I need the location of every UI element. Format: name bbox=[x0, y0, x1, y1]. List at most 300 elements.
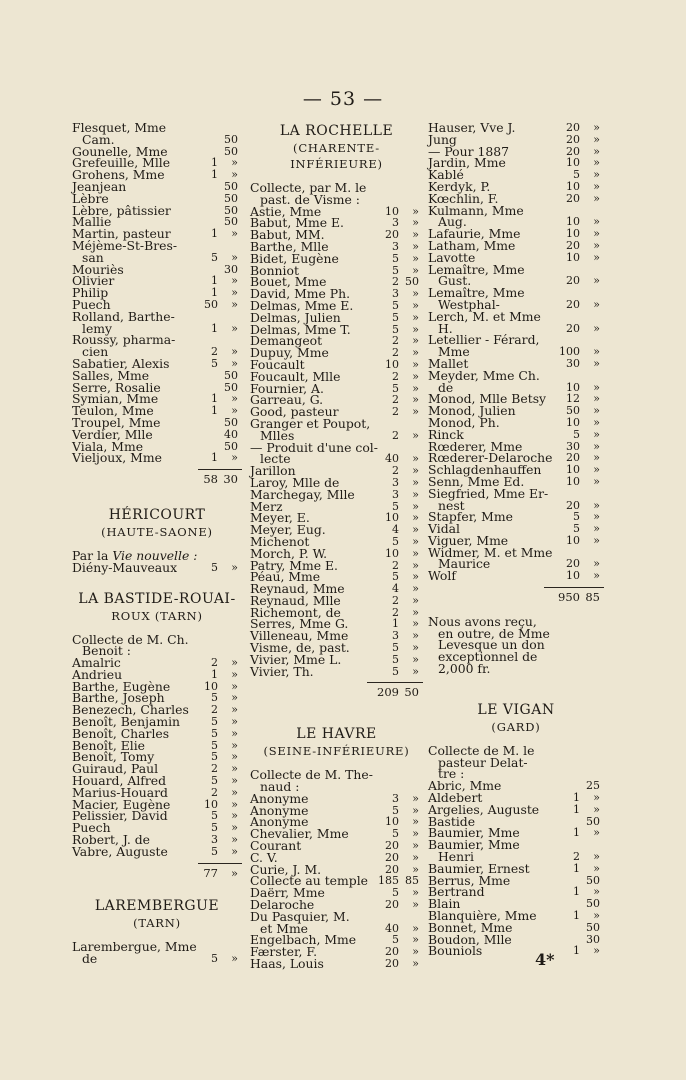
entry-name: Lèbre bbox=[72, 190, 109, 206]
entry-centimes: 40 bbox=[224, 427, 238, 441]
entry-centimes: » bbox=[412, 251, 419, 265]
entry-centimes: » bbox=[231, 785, 238, 799]
entry-centimes: » bbox=[231, 821, 238, 835]
entry-centimes: » bbox=[593, 557, 600, 571]
entry-name: Good, pasteur bbox=[250, 404, 339, 420]
entry-centimes: » bbox=[231, 168, 238, 182]
entry-francs: 10 bbox=[566, 463, 580, 477]
entry-centimes: » bbox=[412, 546, 419, 560]
entry-centimes: » bbox=[412, 475, 419, 489]
entry-francs: 5 bbox=[211, 726, 218, 740]
entry-centimes: » bbox=[231, 726, 238, 740]
entry-centimes: » bbox=[412, 803, 419, 817]
entry-francs: 2 bbox=[211, 703, 218, 717]
entry-centimes: » bbox=[412, 839, 419, 853]
entry-francs: 1 bbox=[211, 168, 218, 182]
note-line: Nous avons reçu, bbox=[428, 613, 537, 629]
entry-francs: 12 bbox=[566, 392, 580, 406]
entry-name: Haas, Louis bbox=[250, 956, 324, 972]
entry-name: Monod, Mlle Betsy bbox=[428, 391, 547, 407]
entry-francs: 1 bbox=[573, 826, 580, 840]
entry-name: Patry, Mme E. bbox=[250, 557, 338, 573]
total-centimes: » bbox=[230, 865, 238, 880]
entry-centimes: » bbox=[231, 321, 238, 335]
entry-list bbox=[72, 122, 242, 464]
entry-centimes: » bbox=[412, 263, 419, 277]
entry-centimes: 50 bbox=[224, 203, 238, 217]
entry-francs: 5 bbox=[392, 933, 399, 947]
entry-name: lemy bbox=[82, 320, 113, 336]
entry-francs: 20 bbox=[566, 321, 580, 335]
entry-name: Abric, Mme bbox=[428, 778, 502, 794]
list-entry bbox=[250, 663, 423, 679]
entry-name: Rœderer, Mme bbox=[428, 438, 523, 454]
entry-name: Lavotte bbox=[428, 249, 476, 265]
entry-centimes: » bbox=[593, 121, 600, 134]
entry-name: tre : bbox=[438, 766, 465, 782]
entry-name: Serres, Mme G. bbox=[250, 616, 349, 632]
entry-francs: 1 bbox=[573, 944, 580, 958]
section-title-hericourt: HÉRICOURT bbox=[108, 506, 206, 523]
section-subtitle-vigan: (GARD) bbox=[491, 719, 541, 734]
entry-name: Kablé bbox=[428, 167, 464, 183]
entry-francs: 1 bbox=[573, 802, 580, 816]
entry-name: Blanquière, Mme bbox=[428, 908, 537, 924]
entry-name: de bbox=[82, 951, 98, 967]
entry-francs: 10 bbox=[385, 357, 399, 371]
entry-name: Westphal- bbox=[438, 296, 500, 312]
entry-francs: 4 bbox=[392, 523, 399, 537]
entry-name: Foucault, Mlle bbox=[250, 368, 341, 384]
entry-centimes: 50 bbox=[224, 179, 238, 193]
entry-name: Meyer, Eug. bbox=[250, 522, 326, 538]
entry-francs: 10 bbox=[385, 204, 399, 218]
total-francs: 950 bbox=[558, 590, 580, 605]
entry-francs: 1 bbox=[211, 156, 218, 170]
entry-name: Mouriès bbox=[72, 261, 124, 277]
entry-centimes: » bbox=[593, 250, 600, 264]
entry-centimes: » bbox=[231, 250, 238, 264]
entry-list bbox=[72, 559, 242, 575]
entry-centimes: » bbox=[231, 297, 238, 311]
entry-francs: 20 bbox=[566, 132, 580, 146]
entry-francs: 5 bbox=[392, 641, 399, 655]
entry-francs: 5 bbox=[211, 809, 218, 823]
entry-francs: 10 bbox=[566, 250, 580, 264]
entry-centimes: » bbox=[593, 191, 600, 205]
entry-centimes: » bbox=[231, 833, 238, 847]
entry-centimes: » bbox=[593, 404, 600, 418]
entry-centimes: » bbox=[231, 392, 238, 406]
entry-list bbox=[72, 941, 242, 965]
entry-centimes: 50 bbox=[586, 873, 600, 887]
entry-name: Mme bbox=[438, 344, 470, 360]
entry-name: Henri bbox=[438, 849, 475, 865]
total-rule bbox=[198, 469, 242, 470]
entry-centimes: » bbox=[412, 369, 419, 383]
note-line: exceptionnel de bbox=[438, 649, 538, 665]
section-subtitle-larembergue: (TARN) bbox=[133, 916, 181, 931]
entry-name: Fournier, A. bbox=[250, 380, 324, 396]
entry-name: Verdier, Mlle bbox=[72, 426, 153, 442]
entry-name: Lafaurie, Mme bbox=[428, 226, 521, 242]
entry-name: Collecte, par M. le bbox=[250, 180, 367, 195]
entry-centimes: » bbox=[593, 533, 600, 547]
entry-centimes: » bbox=[593, 439, 600, 453]
entry-centimes: » bbox=[412, 405, 419, 419]
note-prefix: Par la bbox=[72, 547, 113, 563]
entry-francs: 20 bbox=[566, 451, 580, 465]
entry-centimes: » bbox=[412, 629, 419, 643]
total-francs: 77 bbox=[203, 865, 218, 880]
entry-name: Kerdyk, P. bbox=[428, 178, 491, 194]
entry-name: Viala, Mme bbox=[72, 438, 144, 454]
entry-name: Grefeuille, Mlle bbox=[72, 155, 171, 171]
entry-centimes: » bbox=[412, 862, 419, 876]
entry-francs: 5 bbox=[211, 952, 218, 966]
entry-centimes: » bbox=[593, 392, 600, 406]
entry-name: Demangeot bbox=[250, 333, 323, 349]
entry-francs: 5 bbox=[211, 844, 218, 858]
entry-francs: 1 bbox=[211, 392, 218, 406]
entry-name: Barthe, Mlle bbox=[250, 238, 329, 254]
entry-francs: 5 bbox=[211, 774, 218, 788]
entry-centimes: 50 bbox=[224, 191, 238, 205]
entry-centimes: 50 bbox=[586, 897, 600, 911]
entry-centimes: » bbox=[412, 664, 419, 678]
entry-francs: 10 bbox=[385, 511, 399, 525]
entry-centimes: 30 bbox=[586, 932, 600, 946]
entry-centimes: » bbox=[412, 815, 419, 829]
entry-name: et Mme bbox=[260, 920, 309, 936]
entry-name: Courant bbox=[250, 838, 302, 854]
entry-francs: 1 bbox=[211, 321, 218, 335]
entry-francs: 1 bbox=[211, 286, 218, 300]
entry-francs: 1 bbox=[392, 617, 399, 631]
entry-name: Marius-Houard bbox=[72, 784, 168, 800]
entry-name: Mallet bbox=[428, 355, 469, 371]
entry-centimes: » bbox=[231, 738, 238, 752]
entry-francs: 3 bbox=[392, 487, 399, 501]
entry-name: Bastide bbox=[428, 813, 476, 829]
entry-name: Jung bbox=[428, 131, 457, 147]
entry-list bbox=[72, 631, 242, 859]
total-rule bbox=[367, 682, 423, 683]
entry-francs: 5 bbox=[211, 821, 218, 835]
entry-francs: 10 bbox=[385, 546, 399, 560]
entry-name: Kœchlin, F. bbox=[428, 190, 499, 206]
entry-name: Lèbre, pâtissier bbox=[72, 202, 171, 218]
entry-name: H. bbox=[438, 320, 453, 336]
entry-name: — Pour 1887 bbox=[428, 143, 509, 159]
entry-name: Granger et Poupot, bbox=[250, 415, 371, 431]
entry-francs: 10 bbox=[566, 179, 580, 193]
entry-name: Olivier bbox=[72, 273, 115, 289]
entry-centimes: » bbox=[412, 791, 419, 805]
entry-francs: 2 bbox=[392, 275, 399, 289]
entry-centimes: » bbox=[412, 346, 419, 360]
entry-francs: 2 bbox=[392, 464, 399, 478]
entry-name: Reynaud, Mme bbox=[250, 581, 345, 597]
entry-centimes: » bbox=[412, 582, 419, 596]
entry-name: Lerch, M. et Mme bbox=[428, 308, 541, 324]
entry-name: Vivier, Th. bbox=[250, 663, 314, 679]
entry-name: Maurice bbox=[438, 556, 491, 572]
entry-centimes: » bbox=[412, 322, 419, 336]
entry-name: Chevalier, Mme bbox=[250, 826, 349, 842]
entry-name: Méjème-St-Bres- bbox=[72, 237, 178, 253]
entry-francs: 5 bbox=[392, 322, 399, 336]
entry-name: Bonniot bbox=[250, 262, 299, 278]
entry-centimes: » bbox=[231, 227, 238, 241]
entry-name: Merz bbox=[250, 498, 283, 514]
entry-centimes: 50 bbox=[224, 439, 238, 453]
entry-centimes: » bbox=[231, 451, 238, 465]
list-entry bbox=[72, 843, 242, 859]
entry-francs: 10 bbox=[385, 815, 399, 829]
entry-centimes: » bbox=[593, 297, 600, 311]
entry-name: Amalric bbox=[72, 655, 121, 671]
entry-name: Delmas, Mme T. bbox=[250, 321, 351, 337]
entry-centimes: » bbox=[593, 944, 600, 958]
entry-francs: 1 bbox=[211, 451, 218, 465]
total-francs: 58 bbox=[203, 472, 218, 487]
entry-francs: 10 bbox=[566, 569, 580, 583]
entry-centimes: » bbox=[231, 844, 238, 858]
entry-name: Villeneau, Mme bbox=[250, 628, 349, 644]
entry-francs: 3 bbox=[392, 475, 399, 489]
entry-centimes: » bbox=[412, 898, 419, 912]
entry-name: Jeanjean bbox=[72, 178, 127, 194]
entry-name: Diény-Mauveaux bbox=[72, 559, 178, 575]
entry-name: Babut, Mme E. bbox=[250, 215, 344, 231]
entry-francs: 2 bbox=[211, 785, 218, 799]
entry-name: Letellier - Férard, bbox=[428, 332, 540, 348]
note-paragraph bbox=[428, 613, 604, 677]
entry-francs: 5 bbox=[211, 250, 218, 264]
entry-name: Larembergue, Mme bbox=[72, 939, 197, 955]
entry-francs: 30 bbox=[566, 439, 580, 453]
entry-name: Macier, Eugène bbox=[72, 796, 171, 812]
entry-francs: 20 bbox=[385, 862, 399, 876]
entry-name: Rinck bbox=[428, 426, 464, 442]
entry-francs: 5 bbox=[573, 522, 580, 536]
entry-francs: 2 bbox=[392, 393, 399, 407]
entry-francs: 5 bbox=[573, 168, 580, 182]
entry-name: Robert, J. de bbox=[72, 832, 150, 848]
entry-centimes: » bbox=[231, 656, 238, 670]
entry-francs: 10 bbox=[204, 679, 218, 693]
entry-name: Aldebert bbox=[428, 790, 483, 806]
entry-francs: 1 bbox=[573, 909, 580, 923]
entry-name: Garreau, G. bbox=[250, 392, 324, 408]
entry-name: Berrus, Mme bbox=[428, 872, 511, 888]
entry-name: Jardin, Mme bbox=[428, 155, 506, 171]
entry-name: Benoît, Tomy bbox=[72, 749, 155, 765]
entry-name: Benoît, Benjamin bbox=[72, 714, 181, 730]
entry-francs: 2 bbox=[392, 369, 399, 383]
entry-francs: 30 bbox=[566, 356, 580, 370]
entry-centimes: » bbox=[412, 310, 419, 324]
entry-centimes: » bbox=[412, 393, 419, 407]
list-entry bbox=[428, 308, 604, 324]
entry-centimes: » bbox=[231, 356, 238, 370]
entry-name: Teulon, Mme bbox=[72, 403, 154, 419]
entry-centimes: » bbox=[412, 617, 419, 631]
entry-centimes: » bbox=[593, 345, 600, 359]
entry-name: Senn, Mme Ed. bbox=[428, 473, 525, 489]
entry-francs: 10 bbox=[566, 415, 580, 429]
entry-francs: 5 bbox=[211, 560, 218, 574]
total-row bbox=[72, 865, 242, 880]
total-centimes: 50 bbox=[404, 685, 419, 700]
entry-francs: 5 bbox=[573, 510, 580, 524]
entry-francs: 1 bbox=[211, 274, 218, 288]
section-title-rochelle: LA ROCHELLE bbox=[279, 123, 394, 139]
entry-list bbox=[428, 122, 604, 582]
entry-centimes: » bbox=[593, 168, 600, 182]
entry-francs: 2 bbox=[392, 334, 399, 348]
entry-name: Serre, Rosalie bbox=[72, 379, 161, 395]
entry-name: Meyder, Mme Ch. bbox=[428, 367, 540, 383]
entry-name: — Produit d'une col- bbox=[250, 439, 378, 455]
entry-centimes: » bbox=[412, 487, 419, 501]
entry-francs: 5 bbox=[573, 427, 580, 441]
entry-centimes: » bbox=[593, 321, 600, 335]
entry-francs: 5 bbox=[392, 652, 399, 666]
entry-centimes: » bbox=[593, 909, 600, 923]
entry-francs: 10 bbox=[204, 797, 218, 811]
section-subtitle-havre: (SEINE-INFÉRIEURE) bbox=[263, 744, 410, 759]
entry-centimes: » bbox=[593, 802, 600, 816]
list-entry bbox=[72, 953, 242, 965]
entry-centimes: 50 bbox=[224, 215, 238, 229]
total-francs: 209 bbox=[377, 685, 399, 700]
entry-francs: 5 bbox=[211, 691, 218, 705]
entry-name: Laroy, Mlle de bbox=[250, 474, 340, 490]
entry-name: Aug. bbox=[438, 214, 467, 230]
entry-name: Rœderer-Delaroche bbox=[428, 450, 553, 466]
entry-name: Siegfried, Mme Er- bbox=[428, 485, 549, 501]
entry-name: Philip bbox=[72, 285, 109, 301]
entry-name: Collecte au temple bbox=[250, 873, 368, 889]
entry-francs: 20 bbox=[385, 839, 399, 853]
entry-centimes: 50 bbox=[224, 368, 238, 382]
entry-name: cien bbox=[82, 344, 109, 360]
entry-centimes: » bbox=[412, 511, 419, 525]
entry-name: Grohens, Mme bbox=[72, 167, 165, 183]
entry-centimes: » bbox=[593, 380, 600, 394]
entry-name: Dupuy, Mme bbox=[250, 345, 329, 361]
entry-francs: 1 bbox=[573, 885, 580, 899]
total-rule bbox=[544, 587, 604, 588]
entry-name: Delmas, Mme E. bbox=[250, 297, 354, 313]
entry-francs: 20 bbox=[385, 898, 399, 912]
entry-name: Bonnet, Mme bbox=[428, 919, 513, 935]
entry-centimes: » bbox=[593, 227, 600, 241]
entry-francs: 10 bbox=[566, 156, 580, 170]
entry-name: Collecte de M. The- bbox=[250, 767, 373, 783]
entry-name: Rolland, Barthe- bbox=[72, 308, 175, 324]
entry-centimes: » bbox=[412, 957, 419, 971]
entry-name: Baumier, Mme bbox=[428, 825, 520, 841]
entry-francs: 3 bbox=[392, 216, 399, 230]
entry-name: Meyer, E. bbox=[250, 510, 310, 526]
entry-centimes: » bbox=[412, 216, 419, 230]
entry-francs: 1 bbox=[573, 791, 580, 805]
entry-name: Færster, F. bbox=[250, 944, 318, 960]
entry-name: Barthe, Joseph bbox=[72, 690, 165, 706]
entry-centimes: » bbox=[412, 287, 419, 301]
entry-francs: 3 bbox=[392, 287, 399, 301]
entry-francs: 185 bbox=[378, 874, 399, 888]
entry-name: Cam. bbox=[82, 131, 115, 147]
entry-name: Daërr, Mme bbox=[250, 885, 325, 901]
entry-francs: 2 bbox=[392, 558, 399, 572]
entry-francs: 20 bbox=[566, 498, 580, 512]
section-subtitle-hericourt: (HAUTE-SAONE) bbox=[101, 524, 213, 539]
entry-name: Boudon, Mlle bbox=[428, 931, 512, 947]
entry-centimes: » bbox=[412, 558, 419, 572]
entry-name: Péau, Mme bbox=[250, 569, 321, 585]
entry-name: Delmas, Julien bbox=[250, 309, 341, 325]
entry-name: Viguer, Mme bbox=[428, 532, 509, 548]
entry-name: Anonyme bbox=[250, 814, 309, 830]
entry-centimes: » bbox=[412, 921, 419, 935]
entry-centimes: » bbox=[593, 861, 600, 875]
entry-francs: 50 bbox=[566, 404, 580, 418]
entry-centimes: » bbox=[412, 570, 419, 584]
entry-name: Schlagdenhauffen bbox=[428, 462, 542, 478]
entry-name: Collecte de M. Ch. bbox=[72, 631, 189, 647]
entry-francs: 20 bbox=[566, 144, 580, 158]
entry-name: Gust. bbox=[438, 273, 472, 289]
entry-centimes: » bbox=[412, 357, 419, 371]
entry-centimes: 50 bbox=[405, 275, 419, 289]
entry-centimes: 25 bbox=[586, 779, 600, 793]
entry-centimes: » bbox=[593, 885, 600, 899]
entry-francs: 5 bbox=[392, 263, 399, 277]
entry-centimes: 30 bbox=[224, 262, 238, 276]
entry-centimes: 50 bbox=[224, 415, 238, 429]
list-entry bbox=[428, 367, 604, 383]
total-row bbox=[72, 474, 242, 486]
entry-name: Widmer, M. et Mme bbox=[428, 544, 553, 560]
entry-name: Barthe, Eugène bbox=[72, 678, 171, 694]
entry-centimes: » bbox=[231, 404, 238, 418]
entry-centimes: » bbox=[593, 791, 600, 805]
entry-centimes: » bbox=[412, 827, 419, 841]
entry-name: naud : bbox=[260, 779, 300, 795]
entry-name: Anonyme bbox=[250, 802, 309, 818]
entry-centimes: » bbox=[593, 215, 600, 229]
entry-francs: 40 bbox=[385, 452, 399, 466]
entry-centimes: » bbox=[593, 498, 600, 512]
note-italic: Vie nouvelle : bbox=[112, 547, 198, 563]
entry-name: Lemaître, Mme bbox=[428, 261, 525, 277]
entry-francs: 3 bbox=[392, 629, 399, 643]
entry-centimes: » bbox=[412, 850, 419, 864]
entry-name: Hauser, Vve J. bbox=[428, 120, 516, 135]
signature-mark: 4* bbox=[535, 950, 555, 969]
entry-name: Benezech, Charles bbox=[72, 702, 189, 718]
entry-name: pasteur Delat- bbox=[438, 754, 528, 770]
entry-centimes: » bbox=[231, 750, 238, 764]
entry-name: Blain bbox=[428, 896, 461, 912]
list-entry bbox=[428, 570, 604, 582]
column-1 bbox=[72, 122, 242, 965]
entry-francs: 5 bbox=[211, 750, 218, 764]
